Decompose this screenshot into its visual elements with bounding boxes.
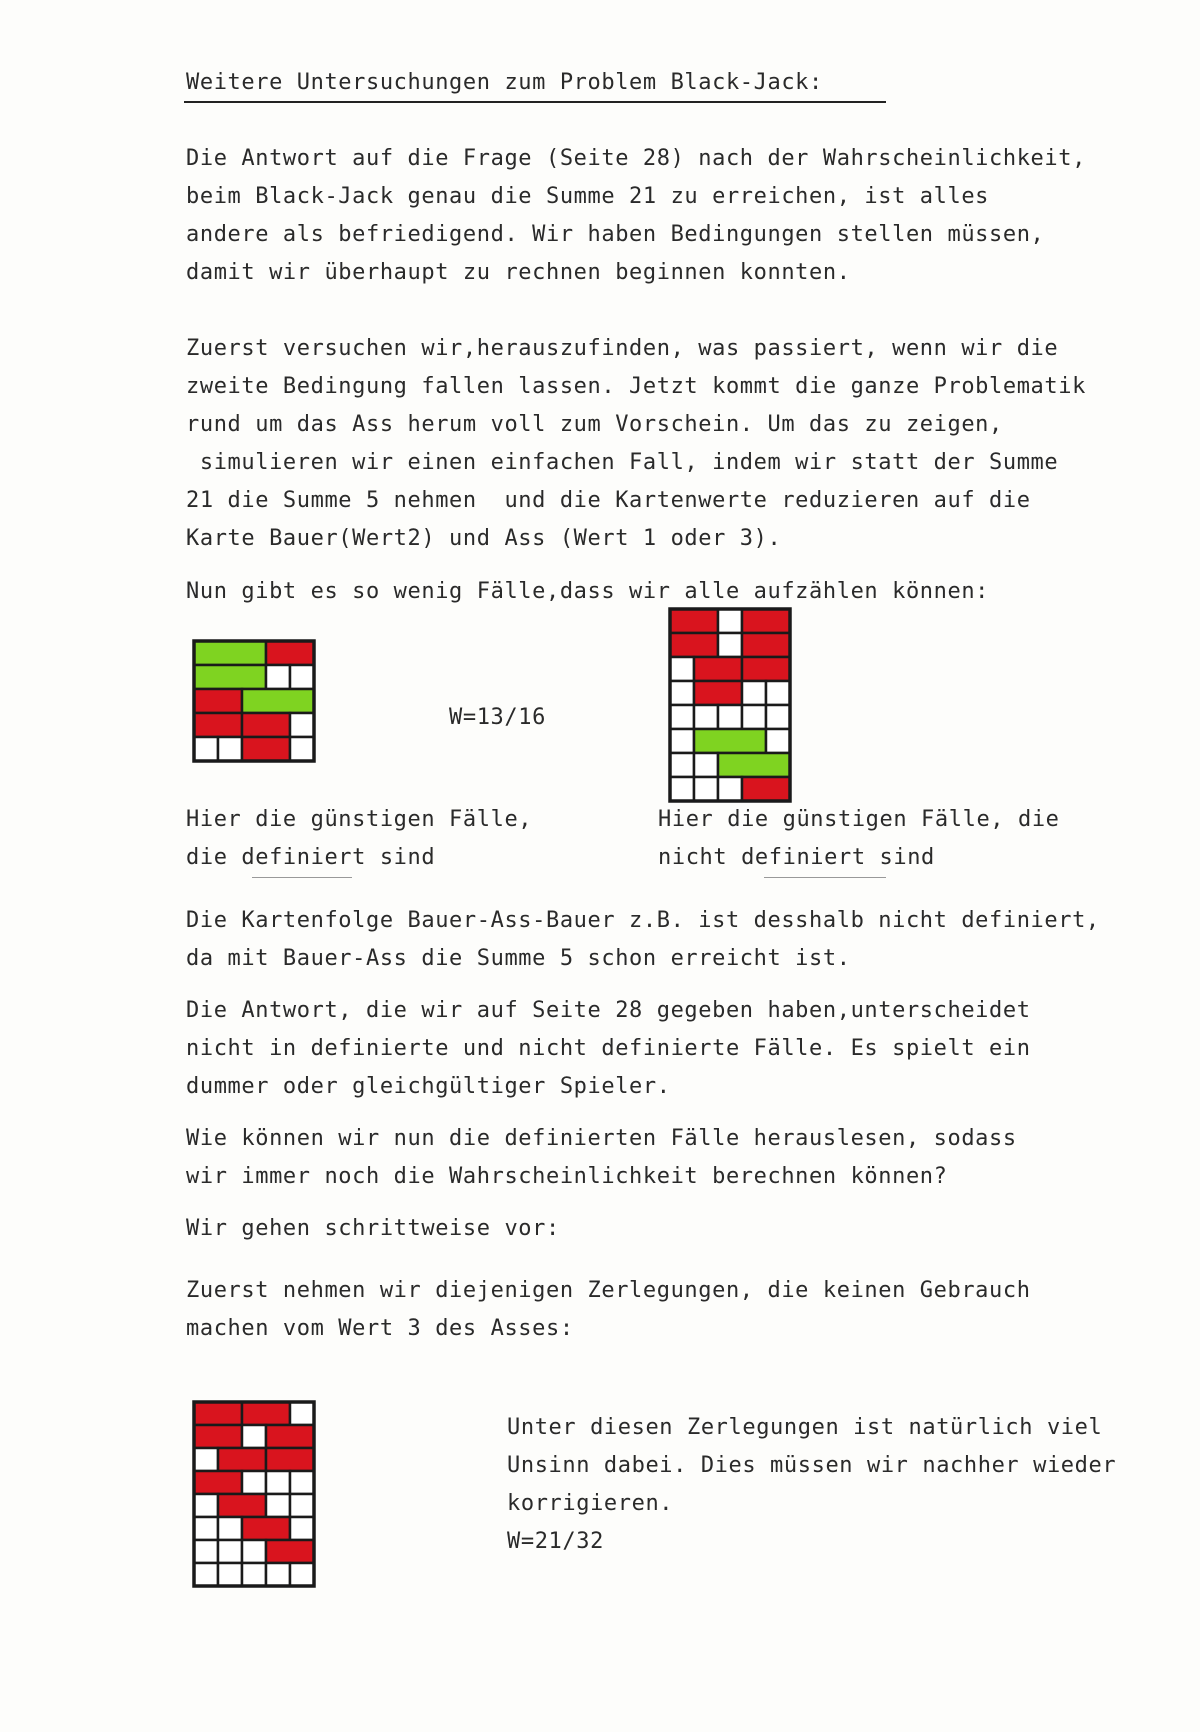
grid-block-red (670, 633, 718, 657)
grid-block-red (194, 1471, 242, 1494)
grid-block-white (266, 665, 290, 689)
grid-block-red (742, 633, 790, 657)
probability-first: W=13/16 (449, 705, 546, 730)
paragraph-nonsense: Unter diesen Zerlegungen ist natürlich viel Unsinn dabei. Dies müssen wir nachher wieder korrigieren. (507, 1415, 1117, 1516)
paragraph-stepwise: Wir gehen schrittweise vor: (186, 1216, 560, 1241)
grid-block-white (218, 1540, 242, 1563)
grid-block-white (742, 681, 766, 705)
grid-block-white (718, 609, 742, 633)
grid-block-green (194, 641, 266, 665)
paragraph-simulation: Zuerst versuchen wir,herauszufinden, was passiert, wenn wir die zweite Bedingung fallen lassen. Jetzt kommt die ganze Problematik rund um das Ass herum voll zum Vorschein. Um das zu zeigen, simulieren wir einen einfachen Fall, indem wir statt der Summe 21 die Summe 5 nehmen und die Kartenwerte reduzieren auf die Karte Bauer(Wert2) und Ass (Wert 1 oder 3). (186, 336, 1086, 551)
grid-block-red (694, 657, 742, 681)
grid-block-green (694, 729, 766, 753)
paragraph-intro: Die Antwort auf die Frage (Seite 28) nach der Wahrscheinlichkeit, beim Black-Jack genau die Summe 21 zu erreichen, ist alles andere als befriedigend. Wir haben Bedingungen stellen müssen, damit wir überhaupt zu rechnen beginnen konnten. (186, 146, 1086, 285)
grid-block-green (242, 689, 314, 713)
title-underline (184, 101, 886, 103)
grid-block-white (194, 1517, 218, 1540)
grid-block-red (194, 1425, 242, 1448)
grid-block-red (194, 689, 242, 713)
grid-block-red (742, 777, 790, 801)
grid-block-white (194, 1563, 218, 1586)
grid-block-white (742, 705, 766, 729)
caption-undefined-underline (764, 877, 886, 878)
grid-block-green (194, 665, 266, 689)
grid-block-white (290, 713, 314, 737)
grid-block-white (670, 729, 694, 753)
grid-block-green (718, 753, 790, 777)
grid-block-white (242, 1425, 266, 1448)
grid-block-red (218, 1448, 266, 1471)
grid-block-white (694, 753, 718, 777)
grid-block-white (290, 1517, 314, 1540)
grid-block-red (242, 713, 290, 737)
grid-block-red (242, 737, 290, 761)
grid-block-white (694, 777, 718, 801)
grid-block-white (718, 777, 742, 801)
caption-defined-underline (252, 877, 352, 878)
grid-block-white (242, 1471, 266, 1494)
grid-block-red (266, 641, 314, 665)
grid-block-white (670, 753, 694, 777)
grid-block-white (194, 737, 218, 761)
grid-block-white (694, 705, 718, 729)
grid-block-red (266, 1448, 314, 1471)
paragraph-example: Die Kartenfolge Bauer-Ass-Bauer z.B. ist desshalb nicht definiert, da mit Bauer-Ass die Summe 5 schon erreicht ist. (186, 908, 1100, 971)
grid-block-red (694, 681, 742, 705)
grid-block-white (290, 1471, 314, 1494)
grid-block-white (718, 705, 742, 729)
grid-block-white (266, 1563, 290, 1586)
grid-block-white (718, 633, 742, 657)
grid-block-red (266, 1540, 314, 1563)
grid-block-white (194, 1448, 218, 1471)
paragraph-question: Wie können wir nun die definierten Fälle herauslesen, sodass wir immer noch die Wahrscheinlichkeit berechnen können? (186, 1126, 1017, 1189)
paragraph-enumerate: Nun gibt es so wenig Fälle,dass wir alle aufzählen können: (186, 579, 990, 604)
caption-defined: Hier die günstigen Fälle, die definiert sind (186, 807, 533, 870)
grid-block-white (290, 665, 314, 689)
grid-block-white (766, 705, 790, 729)
grid-block-white (670, 681, 694, 705)
grid-block-white (194, 1494, 218, 1517)
grid-block-red (266, 1425, 314, 1448)
grid-block-white (218, 1517, 242, 1540)
caption-undefined: Hier die günstigen Fälle, die nicht definiert sind (658, 807, 1060, 870)
grid-block-red (218, 1494, 266, 1517)
grid-block-red (742, 609, 790, 633)
grid-block-red (742, 657, 790, 681)
grid-block-white (218, 737, 242, 761)
grid-block-red (242, 1402, 290, 1425)
grid-block-red (194, 1402, 242, 1425)
grid-block-white (194, 1540, 218, 1563)
grid-block-white (290, 1494, 314, 1517)
grid-block-white (670, 705, 694, 729)
grid-block-white (266, 1471, 290, 1494)
paragraph-page28: Die Antwort, die wir auf Seite 28 gegeben haben,unterscheidet nicht in definierte und nicht definierte Fälle. Es spielt ein dummer oder gleichgültiger Spieler. (186, 998, 1031, 1099)
grid-block-white (290, 1402, 314, 1425)
grid-block-white (266, 1494, 290, 1517)
paragraph-decompositions: Zuerst nehmen wir diejenigen Zerlegungen, die keinen Gebrauch machen vom Wert 3 des Asses: (186, 1278, 1031, 1341)
grid-block-red (670, 609, 718, 633)
grid-block-white (218, 1563, 242, 1586)
grid-block-red (242, 1517, 290, 1540)
probability-second: W=21/32 (507, 1529, 604, 1554)
grid-block-white (290, 737, 314, 761)
grid-defined-cases (192, 639, 316, 763)
grid-decompositions-without-three (192, 1400, 316, 1588)
grid-block-white (242, 1563, 266, 1586)
grid-block-white (290, 1563, 314, 1586)
grid-undefined-cases (668, 607, 792, 803)
grid-block-red (194, 713, 242, 737)
grid-block-white (766, 681, 790, 705)
page-title: Weitere Untersuchungen zum Problem Black-Jack: (186, 70, 823, 95)
grid-block-white (670, 777, 694, 801)
grid-block-white (670, 657, 694, 681)
grid-block-white (242, 1540, 266, 1563)
grid-block-white (766, 729, 790, 753)
